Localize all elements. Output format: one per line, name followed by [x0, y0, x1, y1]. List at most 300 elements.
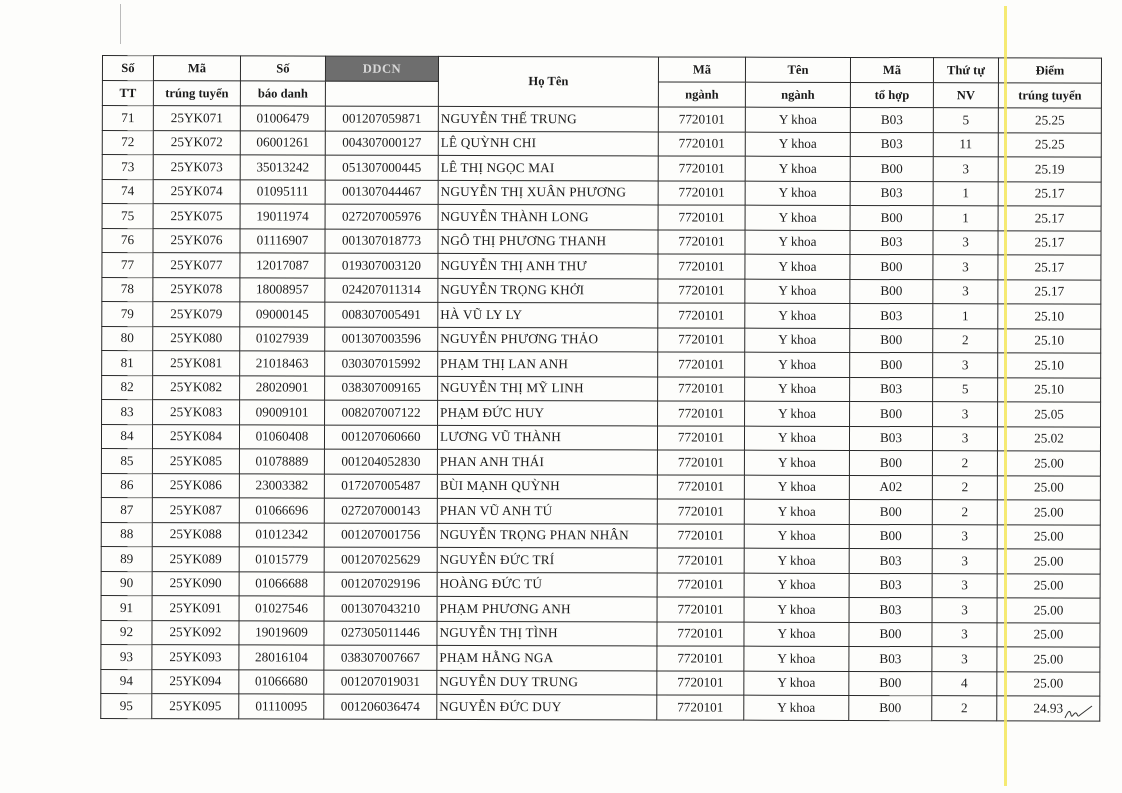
cell-so-bao-danh: 09009101	[240, 400, 325, 425]
cell-so-tt: 92	[101, 620, 152, 645]
signature-mark-icon	[1064, 703, 1094, 721]
cell-thu-tu-nv: 3	[933, 255, 998, 280]
cell-so-bao-danh: 01095111	[240, 179, 325, 204]
cell-ho-ten: PHẠM ĐỨC HUY	[438, 400, 658, 425]
cell-thu-tu-nv: 3	[932, 573, 997, 598]
cell-ddcn: 051307000445	[325, 155, 438, 180]
header-ma-trung-tuyen-line1: Mã	[153, 56, 240, 81]
cell-ma-nganh: 7720101	[658, 327, 745, 352]
cell-so-tt: 89	[101, 546, 152, 571]
cell-so-bao-danh: 09000145	[240, 302, 325, 327]
cell-so-bao-danh: 01066696	[239, 498, 324, 523]
cell-ddcn: 001207029196	[324, 572, 437, 597]
table-row	[102, 326, 1101, 353]
cell-ma-trung-tuyen: 25YK094	[152, 669, 239, 694]
cell-so-bao-danh: 01027546	[239, 596, 324, 621]
cell-so-tt: 73	[102, 155, 153, 180]
cell-so-tt: 86	[101, 473, 152, 498]
cell-diem: 25.00	[997, 500, 1100, 525]
cell-ho-ten: PHAN VŨ ANH TÚ	[437, 498, 657, 523]
cell-thu-tu-nv: 2	[932, 696, 997, 721]
cell-ten-nganh: Y khoa	[745, 303, 850, 328]
cell-ma-to-hop: B03	[850, 377, 933, 402]
cell-diem: 25.00	[997, 451, 1100, 476]
cell-ddcn: 027207000143	[324, 498, 437, 523]
cell-ma-nganh: 7720101	[657, 523, 744, 548]
cell-ma-to-hop: B03	[849, 573, 932, 598]
cell-thu-tu-nv: 3	[933, 279, 998, 304]
cell-thu-tu-nv: 3	[932, 647, 997, 672]
cell-ddcn: 001207060660	[324, 425, 437, 450]
cell-ddcn: 001307003596	[325, 327, 438, 352]
cell-so-bao-danh: 18008957	[240, 277, 325, 302]
cell-ma-trung-tuyen: 25YK076	[153, 228, 240, 253]
cell-ma-nganh: 7720101	[657, 499, 744, 524]
cell-ten-nganh: Y khoa	[744, 695, 849, 720]
cell-ma-trung-tuyen: 25YK090	[152, 571, 239, 596]
table-row	[101, 448, 1100, 475]
table-row	[102, 106, 1101, 133]
header-diem-line1: Điểm	[998, 58, 1101, 83]
cell-diem: 25.25	[998, 108, 1101, 133]
cell-diem: 25.17	[998, 279, 1101, 304]
cell-ddcn: 001307044467	[325, 180, 438, 205]
cell-diem: 25.17	[998, 255, 1101, 280]
cell-so-tt: 94	[101, 669, 152, 694]
table-row	[101, 669, 1100, 696]
cell-ho-ten: NGUYỄN DUY TRUNG	[437, 670, 657, 695]
cell-ma-to-hop: B00	[849, 671, 932, 696]
cell-ma-trung-tuyen: 25YK071	[153, 106, 240, 131]
cell-ma-to-hop: B00	[850, 352, 933, 377]
table-row	[101, 546, 1100, 573]
header-thu-tu-nv-line2: NV	[933, 83, 998, 108]
cell-so-bao-danh: 23003382	[239, 473, 324, 498]
header-so-bao-danh-line1: Số	[240, 56, 325, 81]
cell-ma-trung-tuyen: 25YK084	[152, 424, 239, 449]
cell-thu-tu-nv: 1	[933, 206, 998, 231]
cell-ma-trung-tuyen: 25YK074	[153, 179, 240, 204]
cell-ho-ten: NGUYỄN THỊ MỸ LINH	[438, 376, 658, 401]
cell-ma-nganh: 7720101	[657, 670, 744, 695]
cell-ma-trung-tuyen: 25YK091	[152, 596, 239, 621]
header-ddcn-blank	[325, 81, 438, 106]
cell-so-bao-danh: 01110095	[239, 694, 324, 719]
cell-ddcn: 001207025629	[324, 547, 437, 572]
cell-ma-trung-tuyen: 25YK088	[152, 522, 239, 547]
table-body	[101, 106, 1102, 721]
cell-ma-to-hop: B00	[849, 622, 932, 647]
cell-ma-nganh: 7720101	[657, 597, 744, 622]
cell-thu-tu-nv: 2	[933, 328, 998, 353]
cell-ddcn: 001204052830	[324, 449, 437, 474]
cell-ma-trung-tuyen: 25YK079	[153, 302, 240, 327]
cell-so-bao-danh: 06001261	[240, 130, 325, 155]
cell-so-bao-danh: 01012342	[239, 522, 324, 547]
cell-ddcn: 024207011314	[325, 278, 438, 303]
cell-ddcn: 001307043210	[324, 596, 437, 621]
cell-ma-to-hop: B03	[850, 303, 933, 328]
cell-thu-tu-nv: 3	[932, 549, 997, 574]
cell-thu-tu-nv: 2	[932, 475, 997, 500]
cell-so-bao-danh: 35013242	[240, 155, 325, 180]
cell-ddcn: 001206036474	[324, 694, 437, 719]
cell-ma-nganh: 7720101	[658, 229, 745, 254]
cell-ma-to-hop: B03	[849, 646, 932, 671]
cell-ten-nganh: Y khoa	[745, 181, 850, 206]
cell-ddcn: 038307009165	[325, 376, 438, 401]
cell-ma-trung-tuyen: 25YK075	[153, 204, 240, 229]
cell-diem: 25.05	[998, 402, 1101, 427]
table-row	[102, 253, 1101, 280]
cell-so-tt: 84	[101, 424, 152, 449]
cell-ma-nganh: 7720101	[657, 646, 744, 671]
cell-ho-ten: LƯƠNG VŨ THÀNH	[437, 425, 657, 450]
cell-ddcn: 027207005976	[325, 204, 438, 229]
cell-ddcn: 038307007667	[324, 645, 437, 670]
cell-so-tt: 76	[102, 228, 153, 253]
header-row-1	[102, 56, 1101, 84]
cell-ma-trung-tuyen: 25YK077	[153, 253, 240, 278]
cell-so-bao-danh: 01078889	[239, 449, 324, 474]
cell-ho-ten: NGUYỄN THÀNH LONG	[438, 204, 658, 229]
cell-so-bao-danh: 19011974	[240, 204, 325, 229]
cell-thu-tu-nv: 4	[932, 671, 997, 696]
cell-ma-to-hop: B00	[849, 524, 932, 549]
cell-ho-ten: PHẠM THỊ LAN ANH	[438, 351, 658, 376]
cell-ten-nganh: Y khoa	[744, 475, 849, 500]
cell-ho-ten: PHẠM PHƯƠNG ANH	[437, 596, 657, 621]
cell-ddcn: 008307005491	[325, 302, 438, 327]
cell-so-tt: 74	[102, 179, 153, 204]
cell-diem: 25.00	[997, 524, 1100, 549]
cell-ho-ten: PHẠM HẰNG NGA	[437, 645, 657, 670]
cell-so-tt: 77	[102, 253, 153, 278]
cell-diem: 25.00	[997, 598, 1100, 623]
cell-ma-to-hop: B03	[849, 548, 932, 573]
cell-ma-trung-tuyen: 25YK080	[153, 326, 240, 351]
table-header	[102, 56, 1101, 109]
cell-diem: 25.02	[997, 426, 1100, 451]
cell-ddcn: 001307018773	[325, 229, 438, 254]
table-row	[101, 522, 1100, 549]
cell-ten-nganh: Y khoa	[744, 622, 849, 647]
table-row	[102, 179, 1101, 206]
cell-diem: 25.10	[998, 328, 1101, 353]
header-ma-nganh-line2: ngành	[658, 82, 745, 107]
table-row	[101, 473, 1100, 500]
cell-ho-ten: NGUYỄN THỊ XUÂN PHƯƠNG	[438, 180, 658, 205]
table-row	[101, 595, 1100, 622]
cell-ma-nganh: 7720101	[658, 278, 745, 303]
cell-ten-nganh: Y khoa	[745, 205, 850, 230]
cell-ma-to-hop: B03	[850, 230, 933, 255]
cell-ma-nganh: 7720101	[658, 401, 745, 426]
cell-ddcn: 004307000127	[325, 131, 438, 156]
cell-diem: 25.17	[998, 206, 1101, 231]
cell-ma-to-hop: B00	[850, 205, 933, 230]
cell-ho-ten: NGUYỄN PHƯƠNG THẢO	[438, 327, 658, 352]
cell-ma-nganh: 7720101	[658, 180, 745, 205]
header-ten-nganh-line1: Tên	[745, 57, 850, 82]
cell-diem: 25.10	[998, 304, 1101, 329]
cell-ho-ten: NGUYỄN ĐỨC DUY	[437, 694, 657, 719]
cell-ma-nganh: 7720101	[657, 621, 744, 646]
cell-ten-nganh: Y khoa	[744, 450, 849, 475]
cell-ma-to-hop: B00	[849, 499, 932, 524]
cell-thu-tu-nv: 1	[933, 304, 998, 329]
cell-ma-nganh: 7720101	[657, 572, 744, 597]
cell-so-bao-danh: 01006479	[240, 106, 325, 131]
cell-ma-trung-tuyen: 25YK078	[153, 277, 240, 302]
cell-ma-nganh: 7720101	[658, 376, 745, 401]
table-row	[102, 130, 1101, 157]
cell-thu-tu-nv: 3	[933, 402, 998, 427]
cell-so-bao-danh: 28020901	[240, 375, 325, 400]
cell-ho-ten: NGUYỄN THẾ TRUNG	[438, 106, 658, 131]
cell-ma-trung-tuyen: 25YK085	[152, 449, 239, 474]
cell-ten-nganh: Y khoa	[744, 548, 849, 573]
cell-diem: 25.00	[997, 671, 1100, 696]
cell-ma-to-hop: B03	[850, 132, 933, 157]
cell-ma-to-hop: B00	[850, 254, 933, 279]
cell-ddcn: 008207007122	[325, 400, 438, 425]
table-row	[101, 644, 1100, 671]
cell-ma-trung-tuyen: 25YK095	[152, 694, 239, 719]
header-ma-to-hop-line1: Mã	[850, 57, 933, 82]
cell-ten-nganh: Y khoa	[744, 573, 849, 598]
header-so-tt-line1: Số	[102, 56, 153, 81]
cell-so-bao-danh: 28016104	[239, 645, 324, 670]
table-row	[101, 693, 1100, 720]
cell-ma-to-hop: B00	[850, 401, 933, 426]
cell-ma-to-hop: B03	[850, 181, 933, 206]
table-row	[101, 571, 1100, 598]
cell-ho-ten: HÀ VŨ LY LY	[438, 302, 658, 327]
cell-ten-nganh: Y khoa	[745, 230, 850, 255]
cell-ho-ten: HOÀNG ĐỨC TÚ	[437, 572, 657, 597]
cell-ma-nganh: 7720101	[658, 107, 745, 132]
cell-ten-nganh: Y khoa	[745, 156, 850, 181]
cell-so-tt: 71	[102, 106, 153, 131]
cell-ma-nganh: 7720101	[658, 303, 745, 328]
cell-so-bao-danh: 01027939	[240, 326, 325, 351]
cell-ma-to-hop: A02	[849, 475, 932, 500]
cell-ten-nganh: Y khoa	[744, 597, 849, 622]
cell-ddcn: 019307003120	[325, 253, 438, 278]
cell-ho-ten: PHAN ANH THÁI	[437, 449, 657, 474]
header-ho-ten: Họ Tên	[438, 56, 658, 107]
cell-so-bao-danh: 21018463	[240, 351, 325, 376]
cell-thu-tu-nv: 3	[933, 230, 998, 255]
cell-diem: 25.00	[997, 475, 1100, 500]
cell-ho-ten: BÙI MẠNH QUỲNH	[437, 474, 657, 499]
cell-ddcn: 017207005487	[324, 474, 437, 499]
cell-ma-nganh: 7720101	[657, 474, 744, 499]
cell-ma-trung-tuyen: 25YK072	[153, 130, 240, 155]
cell-thu-tu-nv: 3	[933, 353, 998, 378]
cell-diem: 25.17	[998, 181, 1101, 206]
cell-thu-tu-nv: 3	[932, 426, 997, 451]
cell-ma-nganh: 7720101	[658, 131, 745, 156]
cell-so-bao-danh: 01015779	[239, 547, 324, 572]
cell-thu-tu-nv: 1	[933, 181, 998, 206]
cell-diem: 25.00	[997, 549, 1100, 574]
cell-ten-nganh: Y khoa	[744, 426, 849, 451]
cell-so-bao-danh: 01060408	[239, 424, 324, 449]
header-ma-trung-tuyen-line2: trúng tuyển	[153, 81, 240, 106]
cell-so-bao-danh: 19019609	[239, 620, 324, 645]
cell-so-bao-danh: 01116907	[240, 228, 325, 253]
cell-ma-to-hop: B00	[850, 328, 933, 353]
cell-ten-nganh: Y khoa	[744, 524, 849, 549]
cell-ho-ten: NGÔ THỊ PHƯƠNG THANH	[438, 229, 658, 254]
cell-ma-to-hop: B00	[849, 695, 932, 720]
cell-so-bao-danh: 12017087	[240, 253, 325, 278]
cell-diem: 25.25	[998, 132, 1101, 157]
cell-ma-trung-tuyen: 25YK089	[152, 547, 239, 572]
cell-thu-tu-nv: 5	[933, 377, 998, 402]
cell-ho-ten: NGUYỄN TRỌNG KHỞI	[438, 278, 658, 303]
cell-diem: 25.00	[997, 647, 1100, 672]
cell-thu-tu-nv: 3	[932, 524, 997, 549]
cell-ma-nganh: 7720101	[657, 450, 744, 475]
cell-ma-to-hop: B03	[849, 597, 932, 622]
cell-ten-nganh: Y khoa	[745, 401, 850, 426]
header-ddcn: DDCN	[325, 56, 438, 81]
highlighter-stroke	[1004, 6, 1007, 786]
admission-results-table	[100, 55, 1102, 721]
cell-thu-tu-nv: 2	[932, 451, 997, 476]
cell-ma-to-hop: B00	[849, 450, 932, 475]
cell-so-tt: 88	[101, 522, 152, 547]
cell-ddcn: 027305011446	[324, 621, 437, 646]
cell-ho-ten: NGUYỄN THỊ ANH THƯ	[438, 253, 658, 278]
cell-so-tt: 85	[101, 448, 152, 473]
cell-ho-ten: NGUYỄN THỊ TÌNH	[437, 621, 657, 646]
table-row	[101, 424, 1100, 451]
cell-ten-nganh: Y khoa	[745, 377, 850, 402]
cell-ma-trung-tuyen: 25YK083	[153, 400, 240, 425]
cell-ten-nganh: Y khoa	[744, 499, 849, 524]
table-row	[102, 228, 1101, 255]
cell-so-tt: 80	[102, 326, 153, 351]
cell-so-tt: 78	[102, 277, 153, 302]
cell-so-tt: 93	[101, 644, 152, 669]
cell-so-tt: 82	[102, 375, 153, 400]
cell-thu-tu-nv: 3	[932, 622, 997, 647]
cell-ten-nganh: Y khoa	[745, 352, 850, 377]
cell-ma-nganh: 7720101	[657, 695, 744, 720]
cell-ma-trung-tuyen: 25YK082	[153, 375, 240, 400]
cell-ho-ten: LÊ QUỲNH CHI	[438, 131, 658, 156]
cell-ten-nganh: Y khoa	[745, 107, 850, 132]
cell-ddcn: 030307015992	[325, 351, 438, 376]
cell-ma-nganh: 7720101	[657, 425, 744, 450]
cell-so-tt: 95	[101, 693, 152, 718]
table-row	[102, 302, 1101, 329]
table-row	[101, 497, 1100, 524]
cell-diem: 25.17	[998, 230, 1101, 255]
header-ma-to-hop-line2: tổ hợp	[850, 82, 933, 107]
cell-thu-tu-nv: 2	[932, 500, 997, 525]
cell-so-bao-danh: 01066680	[239, 669, 324, 694]
cell-ma-nganh: 7720101	[658, 205, 745, 230]
cell-diem: 24.93	[997, 696, 1100, 721]
cell-ten-nganh: Y khoa	[744, 646, 849, 671]
cell-ma-trung-tuyen: 25YK087	[152, 498, 239, 523]
cell-ddcn: 001207059871	[325, 106, 438, 131]
cell-so-tt: 72	[102, 130, 153, 155]
cell-ho-ten: NGUYỄN ĐỨC TRÍ	[437, 547, 657, 572]
cell-ma-trung-tuyen: 25YK086	[152, 473, 239, 498]
cell-ma-to-hop: B03	[850, 107, 933, 132]
cell-ma-nganh: 7720101	[658, 156, 745, 181]
cell-thu-tu-nv: 3	[932, 598, 997, 623]
cell-so-bao-danh: 01066688	[239, 571, 324, 596]
cell-ma-to-hop: B00	[850, 279, 933, 304]
cell-ma-trung-tuyen: 25YK092	[152, 620, 239, 645]
cell-ten-nganh: Y khoa	[745, 254, 850, 279]
cell-diem: 25.10	[998, 377, 1101, 402]
cell-so-tt: 83	[102, 400, 153, 425]
scan-artifact-line	[120, 4, 121, 44]
cell-ten-nganh: Y khoa	[745, 132, 850, 157]
header-so-tt-line2: TT	[102, 81, 153, 106]
header-ma-nganh-line1: Mã	[658, 57, 745, 82]
table-row	[102, 204, 1101, 231]
cell-diem: 25.00	[997, 573, 1100, 598]
table-row	[102, 351, 1101, 378]
cell-ten-nganh: Y khoa	[745, 328, 850, 353]
cell-so-tt: 90	[101, 571, 152, 596]
cell-so-tt: 81	[102, 351, 153, 376]
table-row	[102, 375, 1101, 402]
table-row	[101, 620, 1100, 647]
cell-so-tt: 75	[102, 204, 153, 229]
cell-thu-tu-nv: 5	[933, 108, 998, 133]
cell-diem: 25.19	[998, 157, 1101, 182]
cell-ma-trung-tuyen: 25YK093	[152, 645, 239, 670]
cell-ddcn: 001207001756	[324, 523, 437, 548]
table-row	[102, 277, 1101, 304]
cell-ten-nganh: Y khoa	[744, 671, 849, 696]
cell-diem: 25.10	[998, 353, 1101, 378]
header-diem-line2: trúng tuyển	[998, 83, 1101, 108]
header-ten-nganh-line2: ngành	[745, 82, 850, 107]
cell-thu-tu-nv: 11	[933, 132, 998, 157]
cell-ddcn: 001207019031	[324, 670, 437, 695]
cell-ma-nganh: 7720101	[658, 352, 745, 377]
cell-ma-to-hop: B00	[850, 156, 933, 181]
cell-ho-ten: NGUYỄN TRỌNG PHAN NHÂN	[437, 523, 657, 548]
cell-ma-trung-tuyen: 25YK073	[153, 155, 240, 180]
cell-thu-tu-nv: 3	[933, 157, 998, 182]
header-so-bao-danh-line2: báo danh	[240, 81, 325, 106]
cell-diem: 25.00	[997, 622, 1100, 647]
header-thu-tu-nv-line1: Thứ tự	[933, 58, 998, 83]
cell-so-tt: 87	[101, 497, 152, 522]
cell-ho-ten: LÊ THỊ NGỌC MAI	[438, 155, 658, 180]
table-row	[102, 155, 1101, 182]
cell-ten-nganh: Y khoa	[745, 279, 850, 304]
cell-so-tt: 79	[102, 302, 153, 327]
cell-ma-trung-tuyen: 25YK081	[153, 351, 240, 376]
cell-ma-nganh: 7720101	[658, 254, 745, 279]
table-row	[102, 400, 1101, 427]
cell-ma-nganh: 7720101	[657, 548, 744, 573]
cell-ma-to-hop: B03	[849, 426, 932, 451]
